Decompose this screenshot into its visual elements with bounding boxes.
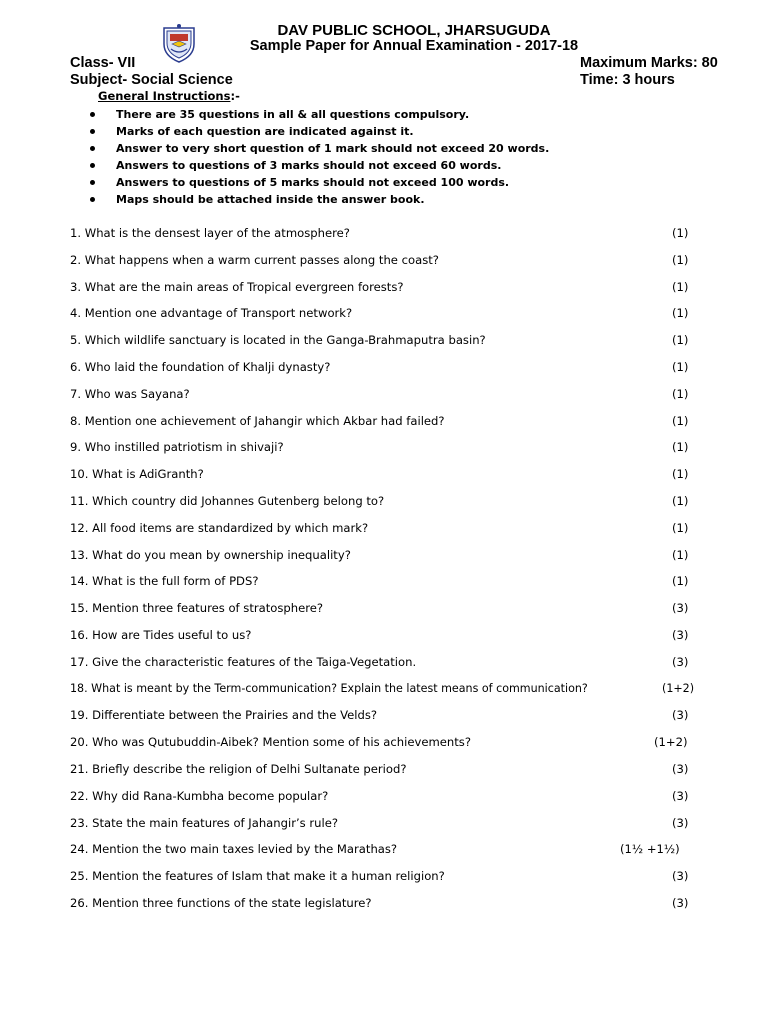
question-marks: (3) bbox=[672, 788, 689, 803]
question-item bbox=[70, 437, 710, 464]
question-marks: (3) bbox=[672, 627, 689, 642]
question-text: 10. What is AdiGranth? bbox=[70, 467, 204, 482]
subject-label: Subject- Social Science bbox=[70, 72, 233, 88]
question-text: 26. Mention three functions of the state legislature? bbox=[70, 895, 372, 910]
question-item bbox=[70, 732, 710, 759]
question-marks: (1) bbox=[672, 467, 689, 482]
question-item bbox=[70, 277, 710, 304]
question-marks: (3) bbox=[672, 654, 689, 669]
question-text: 23. State the main features of Jahangir’s rule? bbox=[70, 815, 339, 830]
school-name: DAV PUBLIC SCHOOL, JHARSUGUDA bbox=[277, 22, 551, 39]
question-text: 14. What is the full form of PDS? bbox=[70, 574, 259, 589]
question-item bbox=[70, 545, 710, 572]
instruction-item bbox=[88, 106, 549, 123]
question-item bbox=[70, 625, 710, 652]
question-marks: (1) bbox=[672, 279, 689, 294]
question-text: 17. Give the characteristic features of the Taiga-Vegetation. bbox=[70, 654, 417, 669]
question-text: 2. What happens when a warm current passes along the coast? bbox=[70, 252, 439, 267]
question-text: 11. Which country did Johannes Gutenberg belong to? bbox=[70, 493, 385, 508]
question-text: 20. Who was Qutubuddin-Aibek? Mention some of his achievements? bbox=[70, 735, 471, 750]
question-item bbox=[70, 839, 710, 866]
question-marks: (3) bbox=[672, 601, 689, 616]
question-marks: (1) bbox=[672, 306, 689, 321]
question-marks: (1) bbox=[672, 226, 689, 240]
question-marks: (1) bbox=[672, 574, 689, 589]
maximum-marks: Maximum Marks: 80 bbox=[580, 55, 718, 71]
question-item bbox=[70, 759, 710, 786]
question-text: 15. Mention three features of stratosphere? bbox=[70, 601, 324, 616]
question-marks: (1) bbox=[672, 333, 689, 348]
bullet-icon bbox=[90, 197, 95, 202]
bullet-icon bbox=[90, 146, 95, 151]
bullet-icon bbox=[90, 163, 95, 168]
question-text: 12. All food items are standardized by which mark? bbox=[70, 520, 369, 535]
exam-title: Sample Paper for Annual Examination - 2017-18 bbox=[249, 38, 579, 54]
instruction-text: There are 35 questions in all & all questions compulsory. bbox=[116, 108, 470, 121]
question-text: 16. How are Tides useful to us? bbox=[70, 627, 252, 642]
question-item bbox=[70, 491, 710, 518]
question-item bbox=[70, 679, 710, 706]
question-marks: (1) bbox=[672, 493, 689, 508]
question-marks: (1) bbox=[672, 413, 689, 428]
instruction-text: Maps should be attached inside the answer book. bbox=[116, 193, 425, 206]
question-marks: (1) bbox=[672, 359, 689, 374]
instruction-item bbox=[88, 174, 549, 191]
question-item bbox=[70, 652, 710, 679]
general-instructions-heading bbox=[98, 89, 240, 103]
question-item bbox=[70, 598, 710, 625]
question-text: 22. Why did Rana-Kumbha become popular? bbox=[70, 788, 329, 803]
question-list bbox=[70, 223, 710, 920]
instructions-list bbox=[88, 106, 549, 208]
instruction-text: Marks of each question are indicated against it. bbox=[116, 125, 414, 138]
question-text: 5. Which wildlife sanctuary is located in the Ganga-Brahmaputra basin? bbox=[70, 333, 486, 348]
question-marks: (1+2) bbox=[662, 681, 695, 695]
question-item bbox=[70, 705, 710, 732]
question-marks: (1) bbox=[672, 252, 689, 267]
question-item bbox=[70, 357, 710, 384]
question-item bbox=[70, 330, 710, 357]
question-item bbox=[70, 411, 710, 438]
question-text: 21. Briefly describe the religion of Delhi Sultanate period? bbox=[70, 761, 407, 776]
bullet-icon bbox=[90, 129, 95, 134]
instruction-text: Answers to questions of 5 marks should not exceed 100 words. bbox=[116, 176, 510, 189]
question-marks: (3) bbox=[672, 708, 689, 723]
question-text: 6. Who laid the foundation of Khalji dynasty? bbox=[70, 359, 331, 374]
question-item bbox=[70, 571, 710, 598]
instruction-item bbox=[88, 191, 549, 208]
question-marks: (1) bbox=[672, 386, 689, 401]
instruction-text: Answer to very short question of 1 mark should not exceed 20 words. bbox=[116, 142, 550, 155]
bullet-icon bbox=[90, 180, 95, 185]
question-text: 18. What is meant by the Term-communication? Explain the latest means of communication? bbox=[70, 681, 588, 695]
question-text: 9. Who instilled patriotism in shivaji? bbox=[70, 440, 284, 455]
instruction-item bbox=[88, 123, 549, 140]
question-marks: (3) bbox=[672, 761, 689, 776]
question-item bbox=[70, 384, 710, 411]
question-marks: (3) bbox=[672, 869, 689, 884]
question-item bbox=[70, 813, 710, 840]
question-text: 7. Who was Sayana? bbox=[70, 386, 190, 401]
question-item bbox=[70, 866, 710, 893]
question-text: 4. Mention one advantage of Transport network? bbox=[70, 306, 353, 321]
question-marks: (1) bbox=[672, 440, 689, 455]
question-text: 13. What do you mean by ownership inequality? bbox=[70, 547, 351, 562]
question-text: 19. Differentiate between the Prairies and the Velds? bbox=[70, 708, 378, 723]
instruction-item bbox=[88, 157, 549, 174]
question-item bbox=[70, 893, 710, 920]
question-item bbox=[70, 518, 710, 545]
question-marks: (3) bbox=[672, 815, 689, 830]
question-text: 1. What is the densest layer of the atmosphere? bbox=[70, 226, 350, 240]
question-marks: (1½ +1½) bbox=[620, 842, 680, 857]
instruction-item bbox=[88, 140, 549, 157]
question-marks: (1) bbox=[672, 520, 689, 535]
question-text: 24. Mention the two main taxes levied by the Marathas? bbox=[70, 842, 398, 857]
question-item bbox=[70, 464, 710, 491]
question-text: 25. Mention the features of Islam that make it a human religion? bbox=[70, 869, 445, 884]
bullet-icon bbox=[90, 112, 95, 117]
general-instructions-title: General Instructions bbox=[98, 89, 231, 103]
question-item bbox=[70, 786, 710, 813]
instruction-text: Answers to questions of 3 marks should not exceed 60 words. bbox=[116, 159, 502, 172]
question-text: 8. Mention one achievement of Jahangir which Akbar had failed? bbox=[70, 413, 445, 428]
question-text: 3. What are the main areas of Tropical evergreen forests? bbox=[70, 279, 404, 294]
question-marks: (1+2) bbox=[654, 735, 688, 750]
question-marks: (1) bbox=[672, 547, 689, 562]
class-label: Class- VII bbox=[70, 55, 136, 71]
question-item bbox=[70, 303, 710, 330]
question-item bbox=[70, 250, 710, 277]
question-item bbox=[70, 223, 710, 250]
question-marks: (3) bbox=[672, 895, 689, 910]
time-allowed: Time: 3 hours bbox=[580, 72, 675, 88]
general-instructions-suffix: :- bbox=[230, 89, 240, 103]
